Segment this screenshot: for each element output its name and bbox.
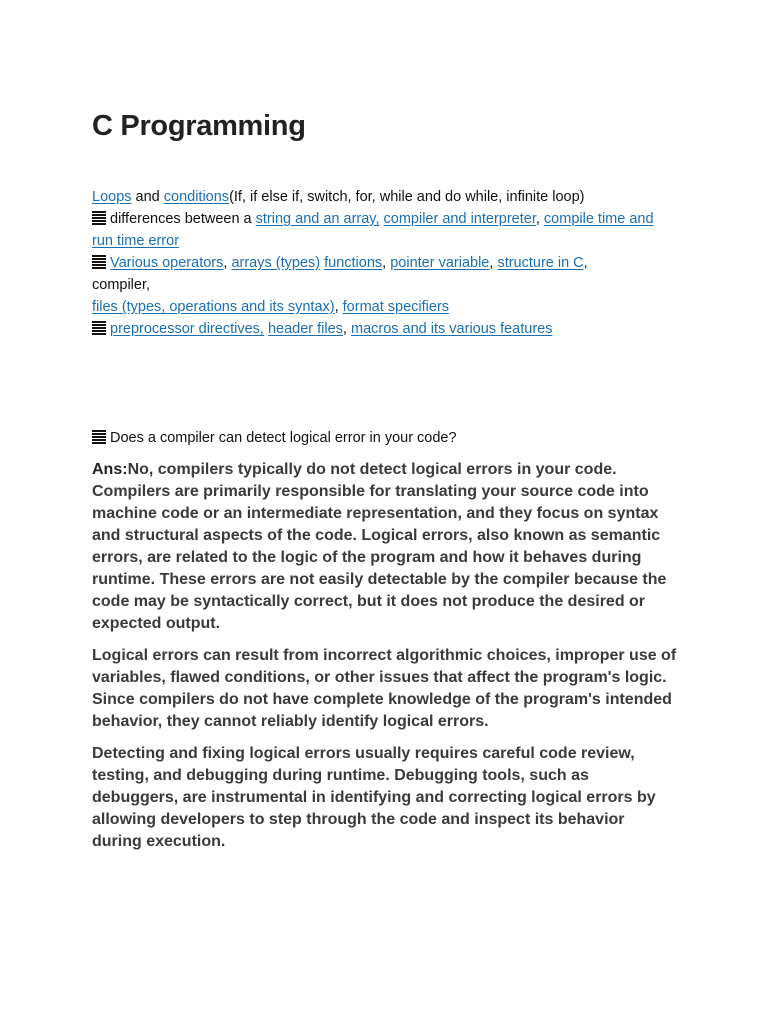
link-files[interactable]: files (types, operations and its syntax)	[92, 299, 335, 315]
link-conditions[interactable]: conditions	[163, 189, 230, 205]
link-operators[interactable]: Various operators	[110, 255, 224, 271]
link-compile-time[interactable]: compile time and	[543, 211, 654, 227]
page-title: C Programming	[92, 110, 306, 142]
link-compiler-interpreter[interactable]: compiler and interpreter	[383, 211, 536, 227]
link-loops[interactable]: Loops	[92, 189, 132, 205]
answer-block	[92, 459, 677, 863]
topic-list	[92, 186, 672, 340]
answer-label: Ans:	[92, 461, 128, 478]
topic-line-4: preprocessor directives, header files, macros and its various features	[92, 318, 672, 340]
list-icon	[92, 321, 106, 335]
question: Does a compiler can detect logical error in your code?	[92, 427, 672, 449]
topic-line-2: differences between a string and an array, compiler and interpreter, compile time and run time error	[92, 211, 654, 249]
list-icon	[92, 255, 106, 269]
answer-paragraph-2: Logical errors can result from incorrect algorithmic choices, improper use of variables, flawed conditions, or other issues that affect the program's logic. Since compilers do not have complete knowledge of the program's intended behavior, they cannot reliably identify logical errors.	[92, 647, 677, 730]
link-functions[interactable]: functions	[324, 255, 383, 271]
link-arrays[interactable]: arrays (types)	[231, 255, 321, 271]
topic-line-3: Various operators, arrays (types) functions, pointer variable, structure in C, compiler, files (types, operations and its syntax), format specifiers	[92, 255, 588, 315]
link-header-files[interactable]: header files	[267, 321, 343, 337]
answer-paragraph-1: Ans:No, compilers typically do not detect logical errors in your code. Compilers are primarily responsible for translating your source code into machine code or an intermediate representation, and they focus on syntax and structural aspects of the code. Logical errors, also known as semantic errors, are related to the logic of the program and how it behaves during runtime. These errors are not easily detectable by the compiler because the code may be syntactically correct, but it does not produce the desired or expected output.	[92, 461, 667, 632]
link-preprocessor[interactable]: preprocessor directives,	[110, 321, 264, 337]
link-structure[interactable]: structure in C	[497, 255, 584, 271]
link-run-time-error[interactable]: run time error	[92, 233, 180, 249]
link-format-specifiers[interactable]: format specifiers	[342, 299, 450, 315]
list-icon	[92, 430, 106, 444]
list-icon	[92, 211, 106, 225]
link-pointer-variable[interactable]: pointer variable	[390, 255, 490, 271]
link-macros[interactable]: macros and its various features	[350, 321, 553, 337]
answer-paragraph-3: Detecting and fixing logical errors usually requires careful code review, testing, and debugging during runtime. Debugging tools, such as debuggers, are instrumental in identifying and correcting logical errors by allowing developers to step through the code and inspect its behavior during execution.	[92, 745, 656, 850]
link-string-array[interactable]: string and an array,	[255, 211, 380, 227]
topic-line-1: Loops and conditions(If, if else if, switch, for, while and do while, infinite loop)	[92, 189, 585, 205]
